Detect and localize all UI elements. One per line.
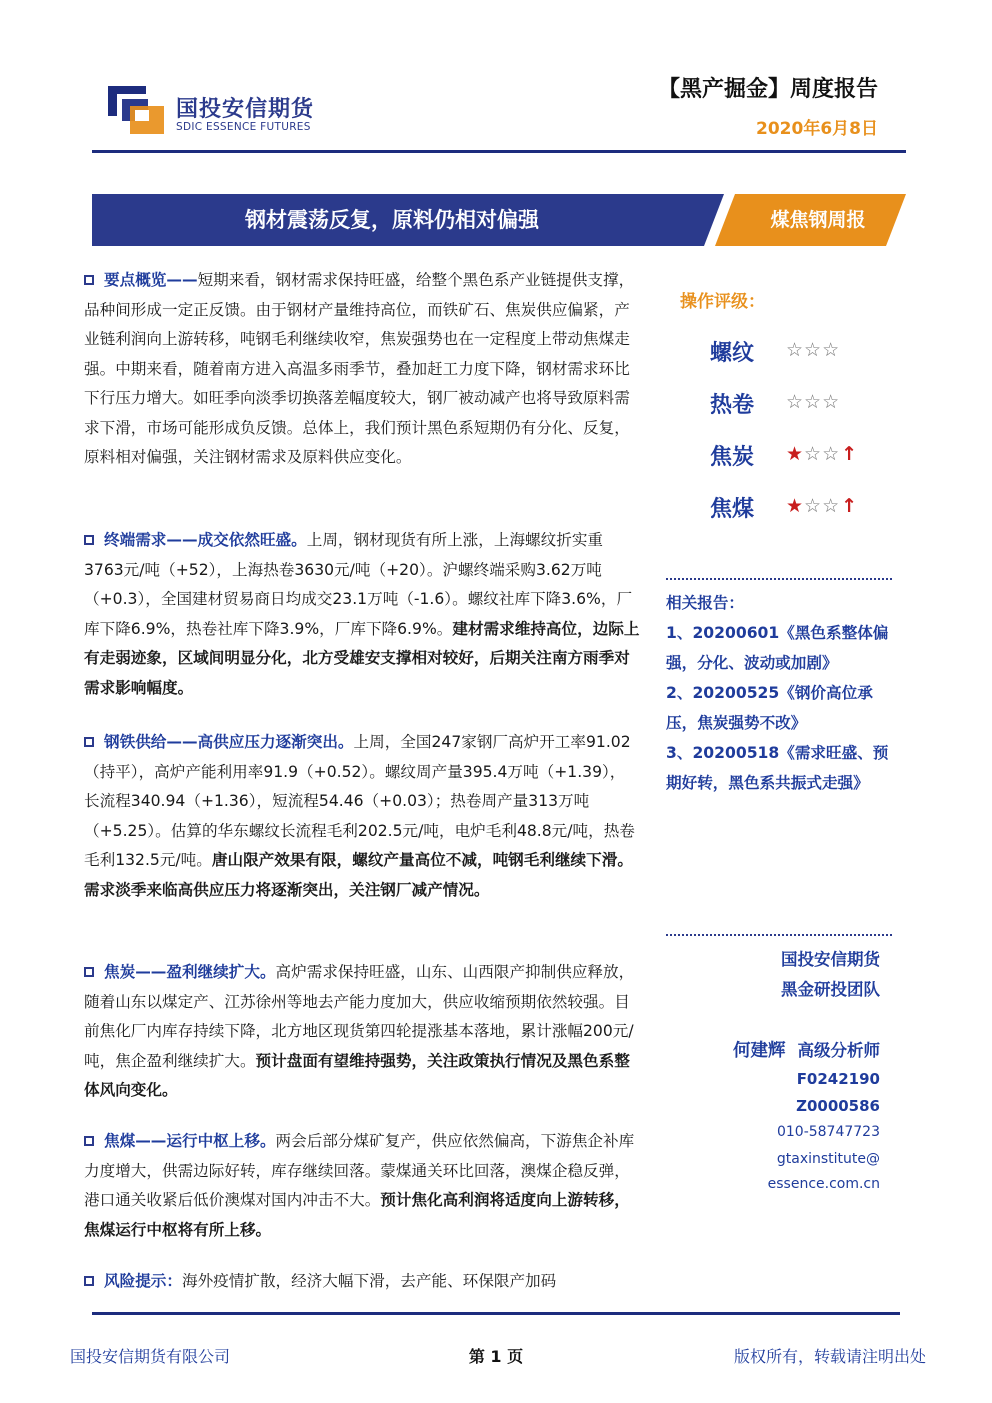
footer-company: 国投安信期货有限公司: [70, 1347, 231, 1366]
section-conclusion: 建材需求维持高位，边际上有走弱迹象，区域间明显分化，北方受雄安支撑相对较好，后期关注南方雨季对需求影响幅度。: [84, 619, 640, 697]
company-logo: [108, 86, 164, 134]
section-heading: 要点概览——: [104, 271, 198, 289]
checkbox-bullet-icon: [84, 967, 94, 977]
related-reports: [666, 588, 898, 798]
star-empty-icon: ☆☆☆: [786, 391, 841, 413]
contact-team: 黑金研投团队: [781, 980, 880, 999]
section-text: 短期来看，钢材需求保持旺盛，给整个黑色系产业链提供支撑，品种间形成一定正反馈。由于钢材产量维持高位，而铁矿石、焦炭供应偏紧，产业链利润向上游转移，吨钢毛利继续收窄，焦炭强势也在一定程度上带动焦煤走强。中期来看，随着南方进入高温多雨季节，叠加赶工力度下降，钢材需求环比下行压力增大。如旺季向淡季切换落差幅度较大，钢厂被动减产也将导致原料需求下滑，市场可能形成负反馈。总体上，我们预计黑色系短期仍有分化、反复，原料相对偏强，关注钢材需求及原料供应变化。: [84, 271, 635, 466]
arrow-up-icon: ↑: [841, 443, 859, 465]
related-reports-title: 相关报告：: [666, 594, 744, 612]
analyst-name: 何建辉: [733, 1041, 786, 1061]
star-filled-icon: ★: [786, 495, 805, 517]
section-heading: 终端需求——成交依然旺盛。: [104, 531, 307, 549]
page-number: 第 1 页: [468, 1347, 524, 1366]
rating-stars-coking-coal: [786, 495, 858, 517]
report-type: 【黑产掘金】周度报告: [657, 77, 878, 102]
star-filled-icon: ★: [786, 443, 805, 465]
checkbox-bullet-icon: [84, 737, 94, 747]
section-conclusion: 唐山限产效果有限，螺纹产量高位不减，吨钢毛利继续下滑。需求淡季来临高供应压力将逐渐突出，关注钢厂减产情况。: [84, 851, 633, 899]
analyst-title: 高级分析师: [797, 1041, 880, 1060]
section-risk: [84, 1267, 640, 1297]
section-heading: 焦煤——运行中枢上移。: [104, 1132, 276, 1150]
analyst-cert-z: Z0000586: [796, 1097, 880, 1115]
rating-name-hot-coil: 热卷: [710, 393, 755, 418]
rating-stars-coke: [786, 443, 858, 465]
rating-name-coking-coal: 焦煤: [710, 497, 755, 522]
section-heading: 焦炭——盈利继续扩大。: [104, 963, 276, 981]
section-text: 两会后部分煤矿复产，供应依然偏高，下游焦企补库力度增大，供需边际好转，库存继续回落。蒙煤通关环比回落，澳煤企稳反弹，港口通关收紧后低价澳煤对国内冲击不大。: [84, 1132, 635, 1209]
sidebar-divider: [666, 934, 892, 936]
star-empty-icon: ☆☆: [804, 443, 841, 465]
rating-stars-rebar: [786, 339, 841, 361]
rating-name-coke: 焦炭: [710, 445, 755, 470]
contact-org: 国投安信期货: [781, 950, 880, 969]
related-report-link[interactable]: 3、20200518《需求旺盛、预期好转，黑色系共振式走强》: [666, 744, 889, 792]
section-demand: [84, 526, 640, 703]
arrow-up-icon: ↑: [841, 495, 859, 517]
analyst-cert-f: F0242190: [796, 1070, 880, 1088]
checkbox-bullet-icon: [84, 275, 94, 285]
section-text: 高炉需求保持旺盛，山东、山西限产抑制供应释放，随着山东以煤定产、江苏徐州等地去产能力度加大，供应收缩预期依然较强。目前焦化厂内库存持续下降，北方地区现货第四轮提涨基本落地，累计涨幅200元/吨，焦企盈利继续扩大。: [84, 963, 635, 1070]
report-category-tag: 煤焦钢周报: [770, 209, 866, 231]
footer-copyright: 版权所有，转载请注明出处: [733, 1347, 926, 1366]
section-supply: [84, 728, 640, 905]
contact-email[interactable]: gtaxinstitute@: [776, 1151, 880, 1167]
section-coke: [84, 958, 640, 1106]
checkbox-bullet-icon: [84, 1276, 94, 1286]
header-rule: [92, 150, 906, 153]
checkbox-bullet-icon: [84, 535, 94, 545]
section-text: 海外疫情扩散，经济大幅下滑，去产能、环保限产加码: [181, 1272, 557, 1290]
footer-rule: [92, 1312, 900, 1315]
report-date: 2020年6月8日: [756, 119, 878, 139]
star-empty-icon: ☆☆: [804, 495, 841, 517]
section-text: 上周，全国247家钢厂高炉开工率91.02（持平），高炉产能利用率91.9（+0.52）。螺纹周产量395.4万吨（+1.39），长流程340.94（+1.36），短流程54.46（+0.03）；热卷周产量313万吨（+5.25）。估算的华东螺纹长流程毛利202.5元/吨，电炉毛利48.8元/吨，热卷毛利132.5元/吨。: [84, 733, 635, 869]
report-title: 钢材震荡反复，原料仍相对偏强: [245, 208, 539, 232]
section-conclusion: 预计焦化高利润将适度向上游转移，焦煤运行中枢将有所上移。: [84, 1191, 630, 1239]
related-report-link[interactable]: 2、20200525《钢价高位承压，焦炭强势不改》: [666, 684, 873, 732]
section-overview: [84, 266, 640, 473]
logo-name-en: SDIC ESSENCE FUTURES: [176, 121, 311, 133]
sidebar-divider: [666, 578, 892, 580]
star-empty-icon: ☆☆☆: [786, 339, 841, 361]
contact-email-domain[interactable]: essence.com.cn: [767, 1176, 880, 1192]
rating-title: 操作评级：: [680, 292, 765, 312]
section-heading: 钢铁供给——高供应压力逐渐突出。: [104, 733, 354, 751]
checkbox-bullet-icon: [84, 1136, 94, 1146]
section-coking-coal: [84, 1127, 640, 1245]
analyst-line: [733, 1037, 880, 1062]
section-text: 上周，钢材现货有所上涨，上海螺纹折实重3763元/吨（+52），上海热卷3630元/吨（+20）。沪螺终端采购3.62万吨（+0.3），全国建材贸易商日均成交23.1万吨（-1.6）。螺纹社库下降3.6%，厂库下降6.9%，热卷社库下降3.9%，厂库下降6.9%。: [84, 531, 633, 638]
rating-name-rebar: 螺纹: [710, 341, 755, 366]
section-conclusion: 预计盘面有望维持强势，关注政策执行情况及黑色系整体风向变化。: [84, 1051, 630, 1099]
section-heading: 风险提示：: [104, 1272, 182, 1290]
logo-name-cn: 国投安信期货: [176, 97, 315, 122]
related-report-link[interactable]: 1、20200601《黑色系整体偏强，分化、波动或加剧》: [666, 624, 889, 672]
contact-phone: 010-58747723: [776, 1124, 880, 1140]
rating-stars-hot-coil: [786, 391, 841, 413]
